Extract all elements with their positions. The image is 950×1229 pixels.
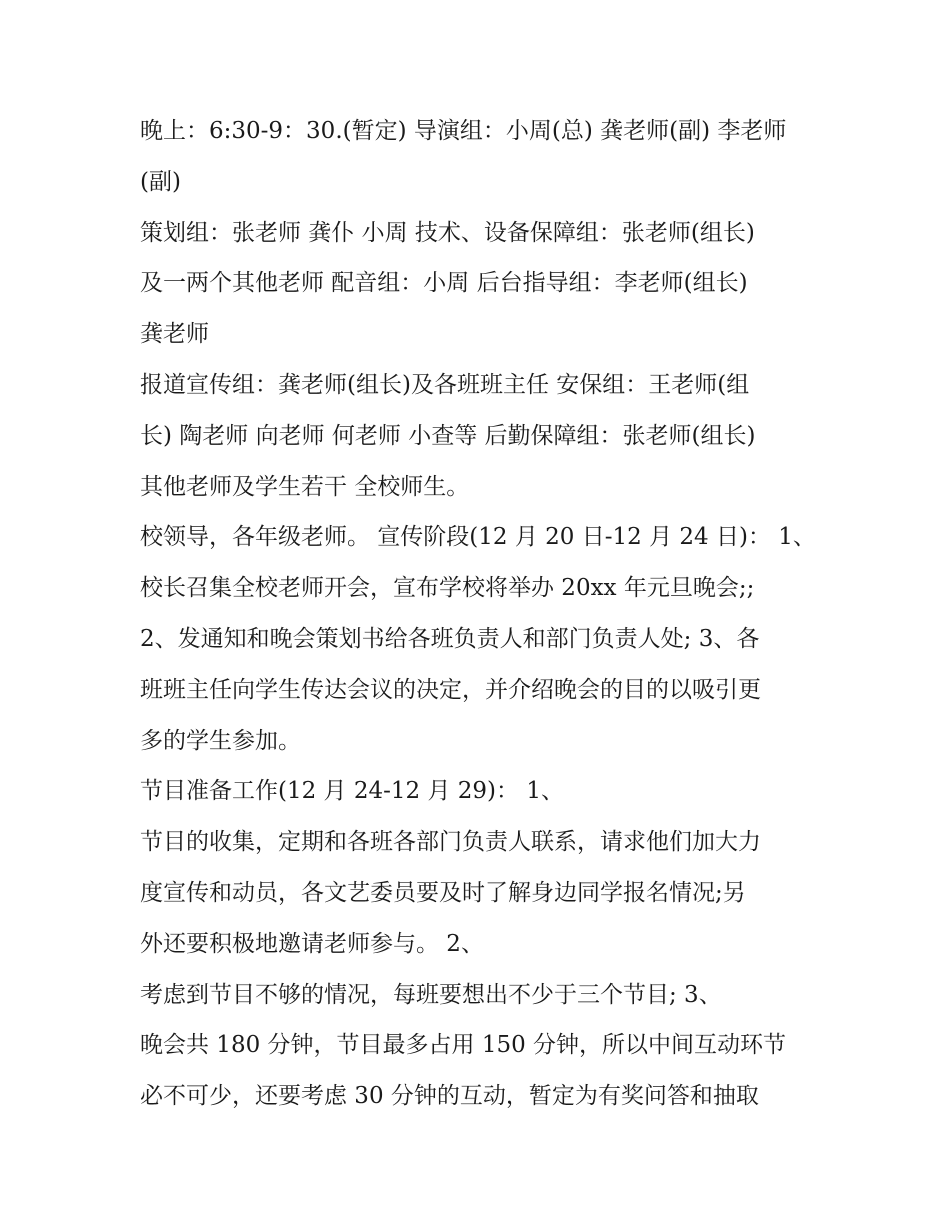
text-line: 度宣传和动员，各文艺委员要及时了解身边同学报名情况;另	[140, 879, 746, 906]
text-line: 校领导，各年级老师。 宣传阶段(12 月 20 日-12 月 24 日)： 1、	[140, 524, 816, 551]
text-line: (副)	[140, 168, 181, 195]
document-body	[140, 106, 830, 1122]
text-line: 多的学生参加。	[140, 727, 301, 754]
text-line: 考虑到节目不够的情况，每班要想出不少于三个节目; 3、	[140, 981, 722, 1008]
text-line: 节目的收集，定期和各班各部门负责人联系，请求他们加大力	[140, 829, 761, 856]
text-line: 晚会共 180 分钟，节目最多占用 150 分钟，所以中间互动环节	[140, 1032, 787, 1059]
text-line: 晚上：6:30-9：30.(暂定) 导演组：小周(总) 龚老师(副) 李老师	[140, 118, 787, 144]
text-line: 节目准备工作(12 月 24-12 月 29)： 1、	[140, 778, 564, 805]
text-line: 及一两个其他老师 配音组：小周 后台指导组：李老师(组长)	[140, 270, 748, 297]
text-line: 外还要积极地邀请老师参与。 2、	[140, 930, 484, 957]
text-line: 班班主任向学生传达会议的决定，并介绍晚会的目的以吸引更	[140, 676, 761, 703]
text-line: 策划组：张老师 龚仆 小周 技术、设备保障组：张老师(组长)	[140, 219, 755, 246]
text-line: 龚老师	[140, 321, 209, 348]
text-line: 必不可少，还要考虑 30 分钟的互动，暂定为有奖问答和抽取	[140, 1083, 759, 1110]
text-line: 其他老师及学生若干 全校师生。	[140, 473, 470, 500]
text-line: 校长召集全校老师开会，宣布学校将举办 20xx 年元旦晚会;;	[140, 575, 755, 602]
text-line: 2、发通知和晚会策划书给各班负责人和部门负责人处; 3、各	[140, 625, 760, 652]
text-line: 报道宣传组：龚老师(组长)及各班班主任 安保组：王老师(组	[140, 371, 750, 398]
text-line: 长) 陶老师 向老师 何老师 小查等 后勤保障组：张老师(组长)	[140, 422, 756, 449]
